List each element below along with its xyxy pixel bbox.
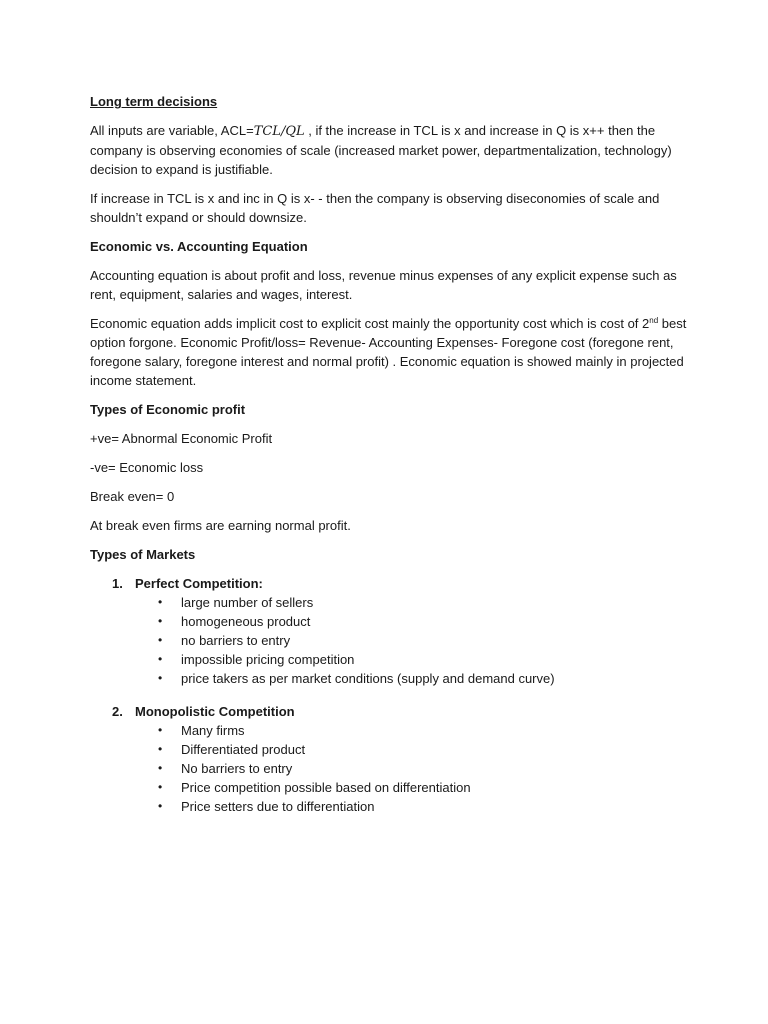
market-title-text: Perfect Competition: bbox=[135, 576, 263, 591]
list-item bbox=[90, 612, 690, 631]
heading-long-term: Long term decisions bbox=[90, 94, 218, 109]
superscript: nd bbox=[649, 316, 659, 325]
paragraph-accounting-equation: Accounting equation is about profit and loss, revenue minus expenses of any explicit expense such as rent, equipment, salaries and wages, interest. bbox=[90, 268, 677, 302]
bullet-icon: • bbox=[158, 633, 163, 647]
list-item bbox=[90, 778, 690, 797]
market-title bbox=[90, 702, 690, 721]
list-item bbox=[90, 797, 690, 816]
list-item bbox=[90, 631, 690, 650]
list-item bbox=[90, 650, 690, 669]
text: Economic equation adds implicit cost to explicit cost mainly the opportunity cost which is cost of 2 bbox=[90, 316, 650, 331]
markets-list bbox=[90, 574, 690, 816]
list-item bbox=[90, 740, 690, 759]
list-item-text: No barriers to entry bbox=[181, 761, 293, 776]
heading-profit-types: Types of Economic profit bbox=[90, 402, 246, 417]
heading-markets: Types of Markets bbox=[90, 547, 196, 562]
list-number: 1. bbox=[112, 576, 123, 591]
text: , if the increase in TCL is x and increase in Q is x++ then the company is observing economies of scale (increased market power, departmentalization, technology) decision to expand is justifiable. bbox=[90, 123, 672, 177]
paragraph-economies-of-scale bbox=[90, 121, 690, 179]
bullet-list bbox=[90, 721, 690, 816]
market-title-text: Monopolistic Competition bbox=[135, 704, 295, 719]
bullet-icon: • bbox=[158, 723, 163, 737]
text: best option forgone. Economic Profit/loss= Revenue- Accounting Expenses- Foregone cost (foregone rent, foregone salary, foregone interest and normal profit) . Economic equation is showed mainly in projected income statement. bbox=[90, 316, 687, 388]
list-item bbox=[90, 759, 690, 778]
bullet-icon: • bbox=[158, 780, 163, 794]
bullet-icon: • bbox=[158, 595, 163, 609]
market-title bbox=[90, 574, 690, 593]
list-item-text: no barriers to entry bbox=[181, 633, 291, 648]
list-item-text: Price competition possible based on differentiation bbox=[181, 780, 471, 795]
market-item bbox=[90, 574, 690, 688]
list-item-text: Price setters due to differentiation bbox=[181, 799, 375, 814]
list-item-text: Differentiated product bbox=[181, 742, 306, 757]
profit-positive: +ve= Abnormal Economic Profit bbox=[90, 431, 273, 446]
bullet-icon: • bbox=[158, 652, 163, 666]
paragraph-economic-equation bbox=[90, 314, 690, 390]
list-item bbox=[90, 721, 690, 740]
market-item bbox=[90, 702, 690, 816]
profit-negative: -ve= Economic loss bbox=[90, 460, 204, 475]
paragraph-diseconomies: If increase in TCL is x and inc in Q is x- - then the company is observing diseconomies of scale and shouldn’t expand or should downsize. bbox=[90, 191, 660, 225]
document-body bbox=[90, 92, 690, 830]
bullet-icon: • bbox=[158, 742, 163, 756]
list-number: 2. bbox=[112, 704, 123, 719]
heading-equation: Economic vs. Accounting Equation bbox=[90, 239, 308, 254]
bullet-list bbox=[90, 593, 690, 688]
profit-break-even: Break even= 0 bbox=[90, 489, 175, 504]
list-item-text: impossible pricing competition bbox=[181, 652, 355, 667]
acl-formula: TCL/QL bbox=[253, 124, 305, 139]
bullet-icon: • bbox=[158, 614, 163, 628]
list-item-text: price takers as per market conditions (supply and demand curve) bbox=[181, 671, 555, 686]
normal-profit-note: At break even firms are earning normal profit. bbox=[90, 518, 351, 533]
list-item-text: large number of sellers bbox=[181, 595, 314, 610]
list-item bbox=[90, 593, 690, 612]
list-item-text: Many firms bbox=[181, 723, 245, 738]
list-item bbox=[90, 669, 690, 688]
list-item-text: homogeneous product bbox=[181, 614, 311, 629]
bullet-icon: • bbox=[158, 799, 163, 813]
bullet-icon: • bbox=[158, 671, 163, 685]
bullet-icon: • bbox=[158, 761, 163, 775]
text: All inputs are variable, ACL= bbox=[90, 123, 254, 138]
